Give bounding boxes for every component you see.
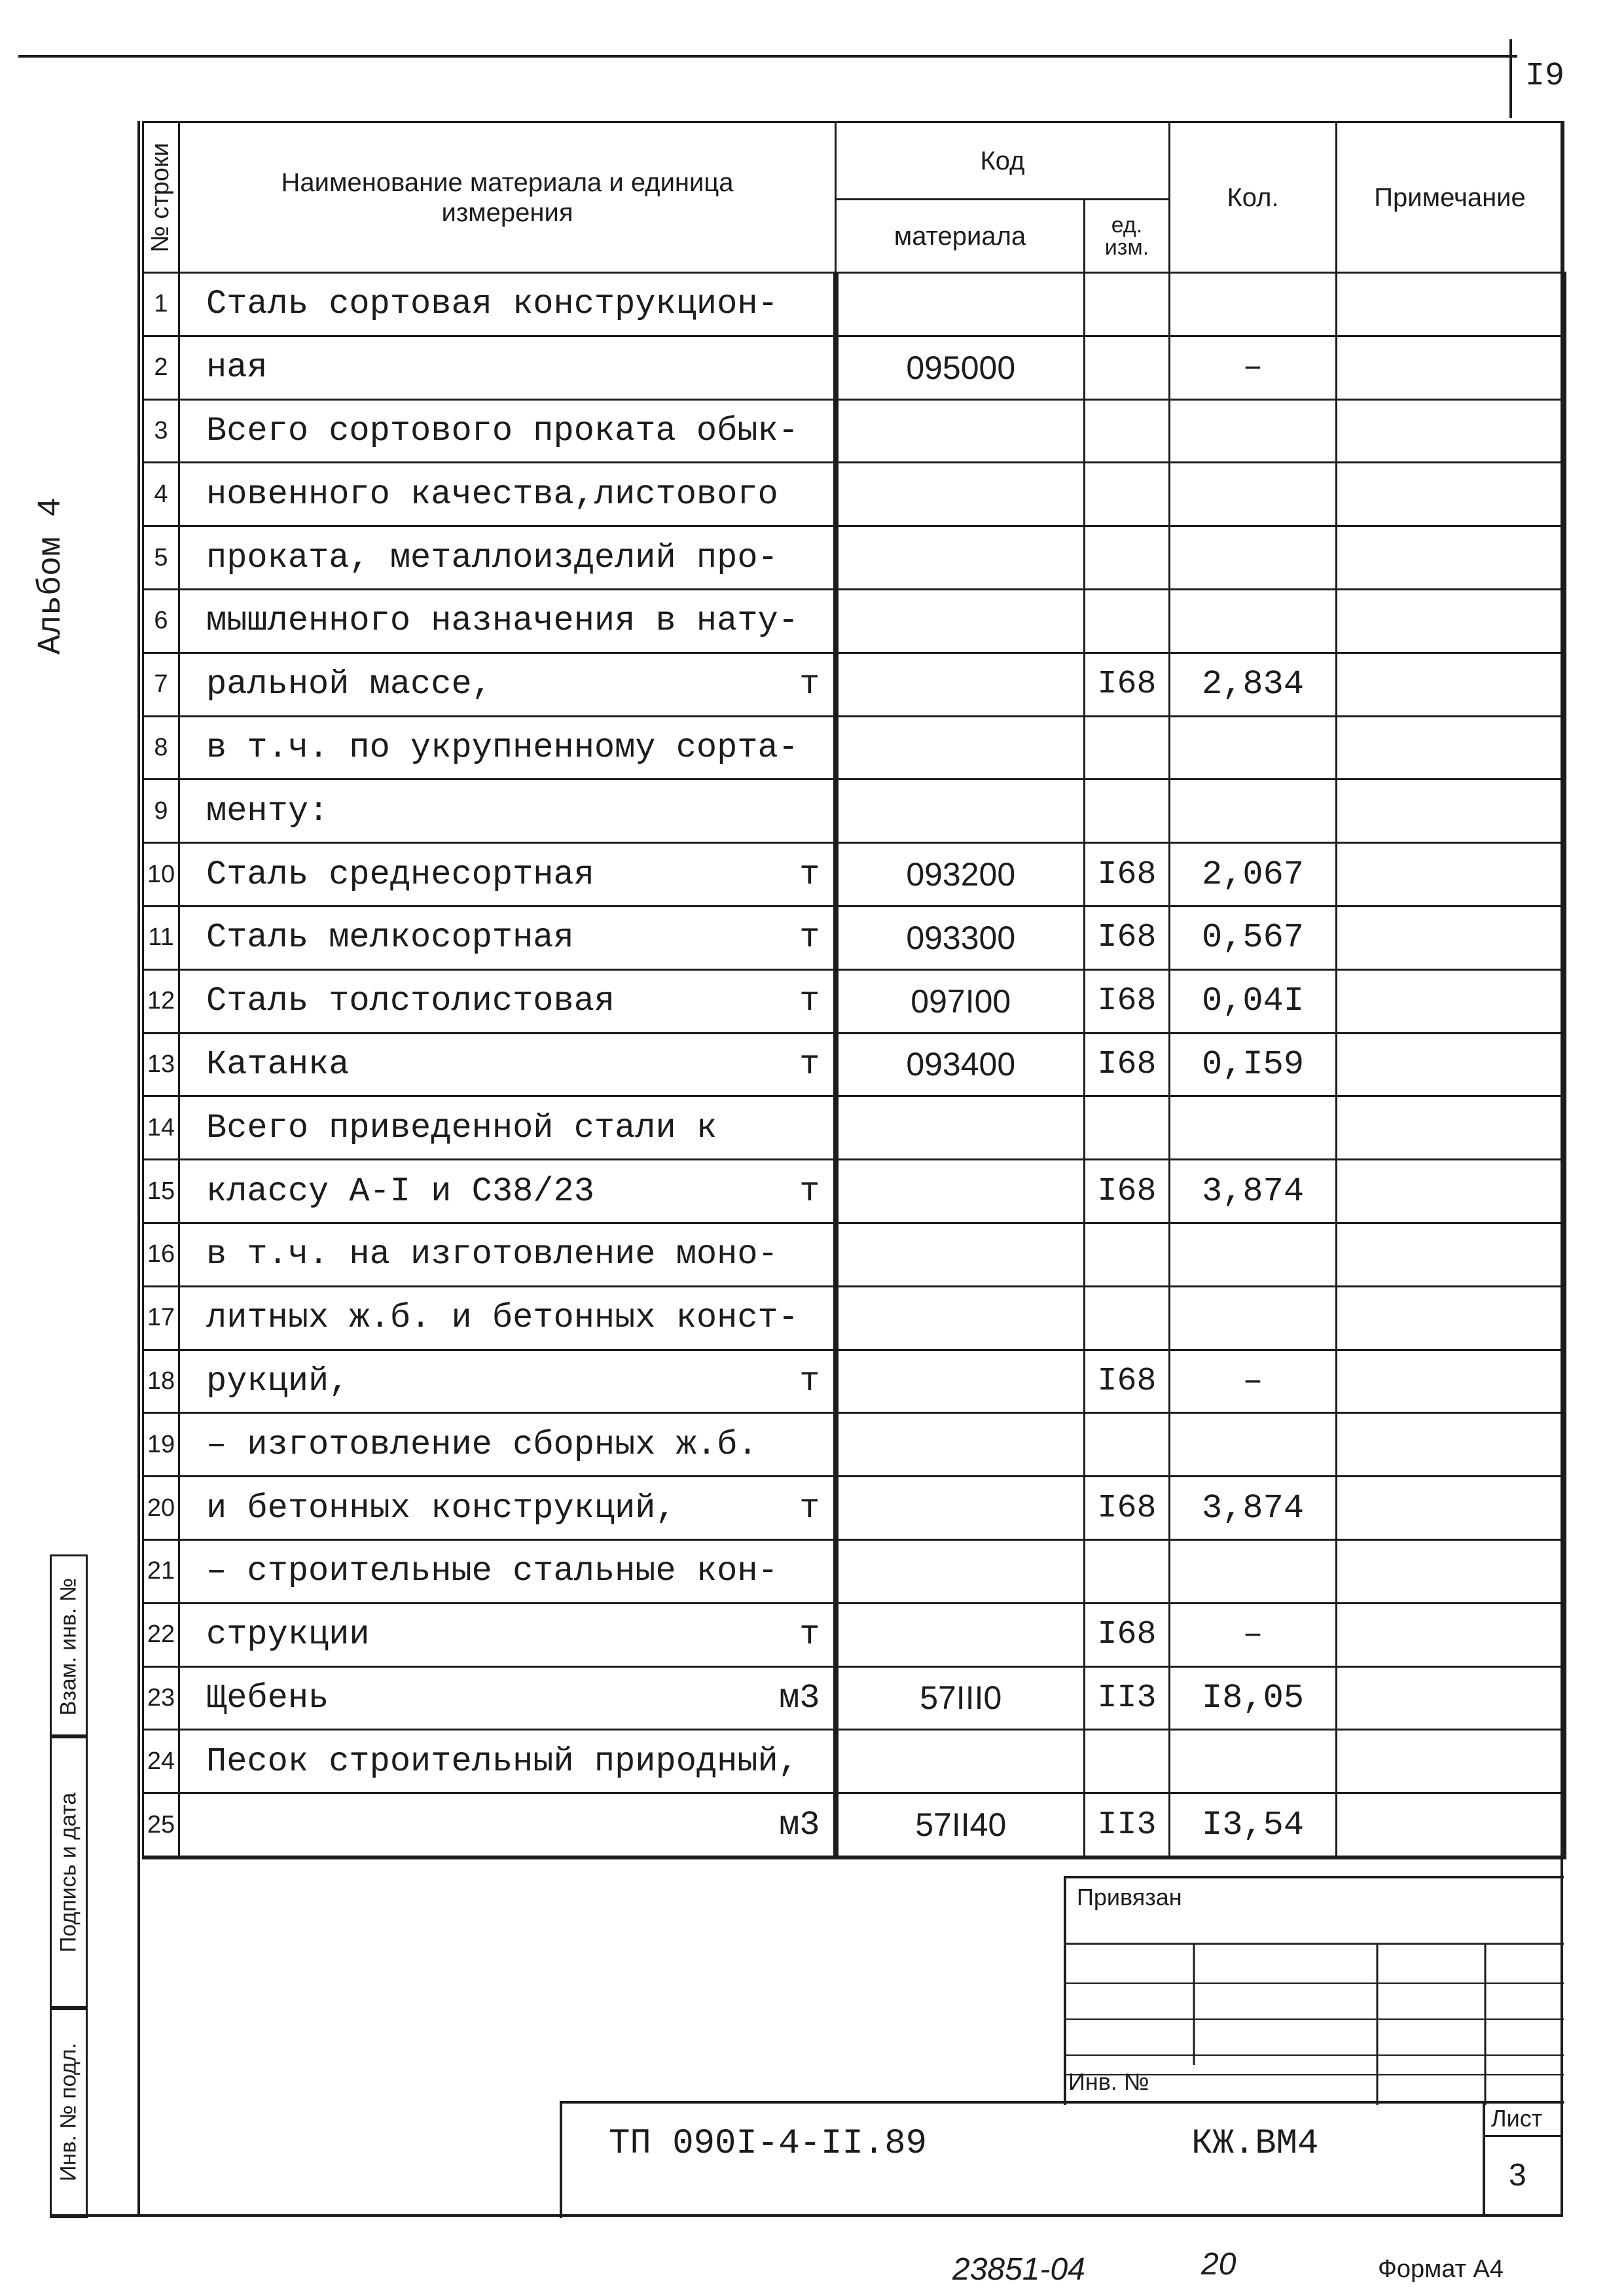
name-cell — [179, 1539, 836, 1603]
stamp-inv-podl: Инв. № подл. — [50, 2006, 88, 2218]
note-cell — [1337, 273, 1564, 336]
table-row — [143, 1730, 1564, 1793]
quantity-cell — [1170, 526, 1337, 590]
name-text: классу А-I и С38/23 — [206, 1172, 594, 1211]
footer-number: 23851-04 — [952, 2252, 1085, 2287]
name-cell — [179, 1793, 836, 1857]
unit-code-cell — [1085, 463, 1170, 526]
name-text: проката, металлоизделий про- — [206, 538, 778, 577]
name-text: новенного качества,листового — [206, 475, 778, 514]
material-code-cell — [836, 653, 1085, 716]
unit-code-cell — [1085, 1730, 1170, 1793]
note-cell — [1337, 843, 1564, 906]
note-cell — [1337, 589, 1564, 653]
material-code-cell — [836, 1539, 1085, 1603]
table-row — [143, 526, 1564, 590]
sheet-label: Лист — [1491, 2105, 1543, 2132]
unit-code-cell — [1085, 1539, 1170, 1603]
quantity-cell — [1170, 780, 1337, 843]
name-cell — [179, 1286, 836, 1350]
sheet-number: 3 — [1509, 2158, 1526, 2193]
sheet-divider — [1483, 2101, 1485, 2215]
material-code-cell — [836, 1350, 1085, 1413]
name-text: Всего сортового проката обык- — [206, 411, 799, 450]
unit-code-cell: II3 — [1085, 1793, 1170, 1857]
material-code-cell — [836, 716, 1085, 780]
name-cell — [179, 589, 836, 653]
table-row — [143, 1223, 1564, 1286]
name-text: литных ж.б. и бетонных конст- — [206, 1299, 799, 1338]
row-number-cell: 16 — [143, 1223, 179, 1286]
name-cell — [179, 1223, 836, 1286]
unit-code-cell: I68 — [1085, 843, 1170, 906]
row-number-cell: 13 — [143, 1033, 179, 1096]
table-row — [143, 1666, 1564, 1730]
note-cell — [1337, 1539, 1564, 1603]
table-row — [143, 1477, 1564, 1540]
quantity-cell: I3,54 — [1170, 1793, 1337, 1857]
row-number-cell: 5 — [143, 526, 179, 590]
name-text: Сталь сортовая конструкцион- — [206, 285, 778, 324]
header-note: Примечание — [1337, 122, 1564, 273]
name-text: в т.ч. на изготовление моно- — [206, 1235, 778, 1274]
unit-text: м3 — [779, 1678, 820, 1717]
quantity-cell: 0,04I — [1170, 969, 1337, 1033]
material-code-cell — [836, 780, 1085, 843]
row-number-cell: 25 — [143, 1793, 179, 1857]
table-row — [143, 1033, 1564, 1096]
row-number-cell: 23 — [143, 1666, 179, 1730]
row-number-cell: 20 — [143, 1477, 179, 1540]
name-text: мышленного назначения в нату- — [206, 601, 799, 641]
material-code-cell — [836, 1286, 1085, 1350]
unit-code-cell — [1085, 1096, 1170, 1160]
note-cell — [1337, 780, 1564, 843]
note-cell — [1337, 1223, 1564, 1286]
table-row — [143, 1413, 1564, 1477]
quantity-cell — [1170, 1413, 1337, 1477]
table-row — [143, 716, 1564, 780]
quantity-cell — [1170, 1096, 1337, 1160]
name-cell — [179, 1666, 836, 1730]
note-cell — [1337, 653, 1564, 716]
material-code-cell — [836, 1413, 1085, 1477]
material-code-cell — [836, 1603, 1085, 1666]
name-cell — [179, 463, 836, 526]
row-number-cell: 9 — [143, 780, 179, 843]
stamp-vzam-inv: Взам. инв. № — [50, 1554, 88, 1738]
name-cell — [179, 1730, 836, 1793]
quantity-cell — [1170, 1730, 1337, 1793]
quantity-cell — [1170, 1223, 1337, 1286]
name-cell — [179, 1350, 836, 1413]
unit-code-cell: I68 — [1085, 653, 1170, 716]
name-text: – строительные стальные кон- — [206, 1552, 778, 1591]
unit-code-cell: I68 — [1085, 906, 1170, 969]
title-code: КЖ.ВМ4 — [1191, 2124, 1319, 2164]
unit-code-cell — [1085, 1413, 1170, 1477]
material-table — [142, 121, 1566, 1859]
frame-left — [137, 121, 140, 2215]
row-number-cell: 3 — [143, 399, 179, 463]
table-row — [143, 843, 1564, 906]
quantity-cell: 3,874 — [1170, 1477, 1337, 1540]
note-cell — [1337, 906, 1564, 969]
unit-code-cell: I68 — [1085, 1350, 1170, 1413]
unit-text: т — [799, 855, 820, 894]
note-cell — [1337, 1603, 1564, 1666]
quantity-cell — [1170, 463, 1337, 526]
name-cell — [179, 653, 836, 716]
footer-format: Формат А4 — [1378, 2255, 1504, 2283]
header-material-code: материала — [836, 200, 1085, 273]
name-cell — [179, 399, 836, 463]
unit-code-cell: I68 — [1085, 1477, 1170, 1540]
material-code-cell: 097I00 — [836, 969, 1085, 1033]
note-cell — [1337, 526, 1564, 590]
unit-code-cell — [1085, 1223, 1170, 1286]
quantity-cell: I8,05 — [1170, 1666, 1337, 1730]
name-text: Сталь толстолистовая — [206, 982, 615, 1021]
unit-code-cell — [1085, 336, 1170, 399]
header-quantity: Кол. — [1170, 122, 1337, 273]
material-code-cell: 095000 — [836, 336, 1085, 399]
material-code-cell — [836, 589, 1085, 653]
name-cell — [179, 906, 836, 969]
header-code-group: Код — [836, 122, 1170, 200]
table-body — [143, 273, 1564, 1857]
name-text: ная — [206, 348, 268, 387]
unit-text: т — [799, 1488, 820, 1528]
row-number-cell: 6 — [143, 589, 179, 653]
header-unit-code: ед. изм. — [1085, 200, 1170, 273]
row-number-cell: 18 — [143, 1350, 179, 1413]
material-code-cell: 57III0 — [836, 1666, 1085, 1730]
quantity-cell — [1170, 716, 1337, 780]
quantity-cell: 3,874 — [1170, 1160, 1337, 1223]
table-row — [143, 1286, 1564, 1350]
name-text: рукций, — [206, 1361, 350, 1401]
quantity-cell — [1170, 589, 1337, 653]
binding-inv-label: Инв. № — [1068, 2068, 1149, 2095]
quantity-cell — [1170, 273, 1337, 336]
row-number-cell: 22 — [143, 1603, 179, 1666]
name-text: Сталь мелкосортная — [206, 918, 574, 958]
unit-text: т — [799, 1361, 820, 1401]
name-cell — [179, 526, 836, 590]
material-code-cell — [836, 1223, 1085, 1286]
name-text: Щебень — [206, 1678, 329, 1717]
name-cell — [179, 1033, 836, 1096]
table-row — [143, 1603, 1564, 1666]
quantity-cell — [1170, 1539, 1337, 1603]
row-number-cell: 4 — [143, 463, 179, 526]
name-cell — [179, 1413, 836, 1477]
unit-code-cell: I68 — [1085, 969, 1170, 1033]
binding-label: Привязан — [1077, 1884, 1182, 1910]
material-code-cell — [836, 463, 1085, 526]
unit-code-cell — [1085, 780, 1170, 843]
name-text: – изготовление сборных ж.б. — [206, 1425, 758, 1464]
note-cell — [1337, 1477, 1564, 1540]
note-cell — [1337, 1350, 1564, 1413]
row-number-cell: 21 — [143, 1539, 179, 1603]
unit-code-cell — [1085, 273, 1170, 336]
name-cell — [179, 1160, 836, 1223]
unit-code-cell: I68 — [1085, 1603, 1170, 1666]
note-cell — [1337, 1033, 1564, 1096]
note-cell — [1337, 1286, 1564, 1350]
row-number-cell: 8 — [143, 716, 179, 780]
name-text: Песок строительный природный, — [206, 1742, 799, 1781]
row-number-cell: 2 — [143, 336, 179, 399]
name-text: Сталь среднесортная — [206, 855, 594, 894]
title-designation: ТП 090I-4-II.89 — [609, 2124, 928, 2164]
quantity-cell: – — [1170, 336, 1337, 399]
quantity-cell: 2,067 — [1170, 843, 1337, 906]
table-row — [143, 1160, 1564, 1223]
table-row — [143, 653, 1564, 716]
album-label: Альбом 4 — [33, 497, 70, 655]
note-cell — [1337, 463, 1564, 526]
stamp-podpis-data: Подпись и дата — [50, 1734, 88, 2010]
quantity-cell — [1170, 1286, 1337, 1350]
material-code-cell — [836, 1477, 1085, 1540]
name-cell — [179, 1096, 836, 1160]
unit-text: м3 — [779, 1805, 820, 1844]
table-row — [143, 399, 1564, 463]
top-rule — [18, 55, 1517, 58]
note-cell — [1337, 1413, 1564, 1477]
note-cell — [1337, 336, 1564, 399]
material-code-cell: 093400 — [836, 1033, 1085, 1096]
note-cell — [1337, 399, 1564, 463]
table-row — [143, 1350, 1564, 1413]
material-code-cell — [836, 399, 1085, 463]
material-code-cell: 093200 — [836, 843, 1085, 906]
material-code-cell — [836, 273, 1085, 336]
name-text: ральной массе, — [206, 665, 492, 704]
unit-text: т — [799, 1045, 820, 1084]
name-cell — [179, 1603, 836, 1666]
name-cell — [179, 780, 836, 843]
unit-text: т — [799, 1172, 820, 1211]
material-code-cell — [836, 1730, 1085, 1793]
note-cell — [1337, 1793, 1564, 1857]
table-row — [143, 780, 1564, 843]
name-cell — [179, 969, 836, 1033]
unit-code-cell: I68 — [1085, 1033, 1170, 1096]
header-name: Наименование материала и единица измерения — [179, 122, 836, 273]
row-number-cell: 14 — [143, 1096, 179, 1160]
material-code-cell: 57II40 — [836, 1793, 1085, 1857]
note-cell — [1337, 969, 1564, 1033]
material-code-cell — [836, 1160, 1085, 1223]
footer-page: 20 — [1201, 2247, 1236, 2282]
table-row — [143, 1539, 1564, 1603]
unit-code-cell: II3 — [1085, 1666, 1170, 1730]
table-row — [143, 1793, 1564, 1857]
name-cell — [179, 273, 836, 336]
note-cell — [1337, 1730, 1564, 1793]
table-row — [143, 273, 1564, 336]
table-row — [143, 969, 1564, 1033]
row-number-cell: 1 — [143, 273, 179, 336]
page-number-divider — [1509, 39, 1512, 118]
material-code-cell: 093300 — [836, 906, 1085, 969]
row-number-cell: 11 — [143, 906, 179, 969]
header-row-number: № строки — [143, 122, 179, 273]
note-cell — [1337, 716, 1564, 780]
sheet-hline — [1483, 2135, 1561, 2137]
row-number-cell: 24 — [143, 1730, 179, 1793]
unit-text: т — [799, 982, 820, 1021]
quantity-cell: – — [1170, 1603, 1337, 1666]
row-number-cell: 12 — [143, 969, 179, 1033]
unit-code-cell: I68 — [1085, 1160, 1170, 1223]
name-text: Катанка — [206, 1045, 350, 1084]
unit-code-cell — [1085, 1286, 1170, 1350]
material-code-cell — [836, 526, 1085, 590]
table-row — [143, 1096, 1564, 1160]
row-number-cell: 10 — [143, 843, 179, 906]
name-text: и бетонных конструкций, — [206, 1488, 676, 1528]
name-cell — [179, 843, 836, 906]
name-text: в т.ч. по укрупненному сорта- — [206, 728, 799, 767]
quantity-cell: 0,I59 — [1170, 1033, 1337, 1096]
unit-code-cell — [1085, 526, 1170, 590]
material-code-cell — [836, 1096, 1085, 1160]
page-number: I9 — [1525, 58, 1565, 95]
note-cell — [1337, 1096, 1564, 1160]
row-number-cell: 17 — [143, 1286, 179, 1350]
note-cell — [1337, 1160, 1564, 1223]
unit-text: т — [799, 918, 820, 958]
row-number-cell: 19 — [143, 1413, 179, 1477]
quantity-cell: 2,834 — [1170, 653, 1337, 716]
table-row — [143, 463, 1564, 526]
note-cell — [1337, 1666, 1564, 1730]
table-row — [143, 336, 1564, 399]
quantity-cell — [1170, 399, 1337, 463]
unit-code-cell — [1085, 716, 1170, 780]
unit-text: т — [799, 665, 820, 704]
name-cell — [179, 336, 836, 399]
unit-text: т — [799, 1615, 820, 1655]
row-number-cell: 7 — [143, 653, 179, 716]
name-cell — [179, 1477, 836, 1540]
name-text: менту: — [206, 791, 329, 831]
quantity-cell: 0,567 — [1170, 906, 1337, 969]
name-text: струкции — [206, 1615, 370, 1655]
name-text: Всего приведенной стали к — [206, 1108, 717, 1147]
unit-code-cell — [1085, 589, 1170, 653]
name-cell — [179, 716, 836, 780]
row-number-cell: 15 — [143, 1160, 179, 1223]
unit-code-cell — [1085, 399, 1170, 463]
table-row — [143, 589, 1564, 653]
table-row — [143, 906, 1564, 969]
quantity-cell: – — [1170, 1350, 1337, 1413]
